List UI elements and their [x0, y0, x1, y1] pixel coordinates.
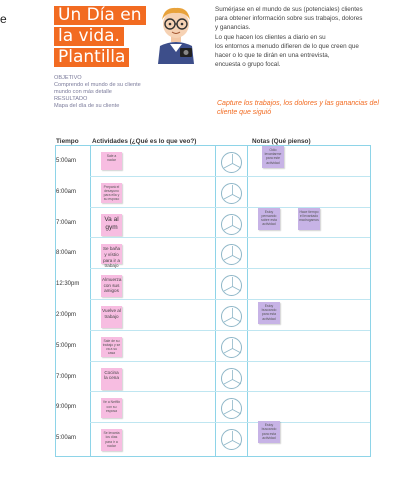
activity-sticky-note[interactable]: Almuerza con sus amigos — [101, 275, 122, 297]
meta-block — [54, 75, 141, 110]
mood-dial-icon[interactable] — [221, 429, 242, 450]
mood-dial-icon[interactable] — [221, 183, 242, 204]
title-line-1: Un Día en — [54, 6, 146, 25]
time-label: 2:00pm — [56, 312, 77, 318]
row-divider — [90, 176, 370, 177]
activity-sticky-note[interactable]: Vuelve al trabajo — [101, 306, 122, 328]
activity-sticky-note[interactable]: Ve a Netflix con su esposa — [101, 398, 122, 418]
mood-dial-icon[interactable] — [221, 337, 242, 358]
column-header-activities: Actividades (¿Qué es lo que veo?) — [92, 138, 197, 145]
row-divider — [90, 391, 370, 392]
row-divider — [90, 268, 370, 269]
mood-dial-icon[interactable] — [221, 214, 242, 235]
capture-instruction: Capture los trabajos, los dolores y las ganancias del cliente que siguió — [217, 100, 379, 116]
time-label: 8:00am — [56, 250, 77, 257]
mood-dial-icon[interactable] — [221, 398, 242, 419]
activity-sticky-note[interactable]: Prepará el desayuno para ella y su esposo — [101, 183, 122, 203]
row-divider — [90, 330, 370, 331]
grid-divider — [90, 145, 91, 457]
time-label: 7:00am — [56, 219, 77, 226]
title-line-3: Plantilla — [54, 48, 129, 67]
page-title — [54, 6, 150, 69]
title-line-2: la vida. — [54, 27, 124, 46]
researcher-avatar-icon — [150, 4, 202, 64]
time-label: 7:00pm — [56, 373, 77, 380]
time-label: 9:00pm — [56, 404, 77, 411]
intro-line: Lo que hacen los clientes a diario en su — [215, 33, 326, 41]
intro-text — [215, 6, 380, 70]
activity-sticky-note[interactable]: Cocina la cena — [101, 368, 122, 390]
mood-dial-icon[interactable] — [221, 275, 242, 296]
resultado-value: Mapa del día de su cliente — [54, 103, 120, 109]
thought-sticky-note[interactable]: Estoy pensando sobre esta actividad — [258, 208, 280, 230]
activity-sticky-note[interactable]: Se levanta los días para ir a nadar — [101, 429, 122, 451]
time-label: 12:30pm — [56, 281, 80, 288]
thought-sticky-note[interactable]: Estoy buscando para esta actividad — [258, 302, 280, 324]
column-header-notes: Notas (Qué pienso) — [252, 138, 311, 145]
column-header-time: Tiempo — [56, 138, 79, 145]
time-label: 5:00pm — [56, 342, 77, 349]
mood-dial-icon[interactable] — [221, 368, 242, 389]
time-label: 5:00am — [56, 435, 77, 442]
objetivo-label: OBJETIVO — [54, 75, 82, 81]
row-divider — [90, 207, 370, 208]
intro-line: para obtener información sobre sus trabajos, dolores — [215, 15, 363, 23]
edge-tab-label[interactable]: e — [0, 12, 7, 26]
activity-sticky-note[interactable]: Se baña y vístio para ir a trabajo — [102, 246, 121, 269]
mood-dial-icon[interactable] — [221, 306, 242, 327]
thought-sticky-note[interactable]: Odio levantarme para este actividad — [262, 146, 284, 168]
intro-line: encuesta o grupo focal. — [215, 61, 281, 69]
resultado-label: RESULTADO — [54, 96, 88, 102]
mood-dial-icon[interactable] — [221, 244, 242, 265]
thought-sticky-note[interactable]: Estoy buscando para esta actividad — [258, 421, 280, 443]
activity-sticky-note[interactable]: Sale de su trabajo y se va a su casa — [102, 338, 121, 356]
intro-line: y ganancias. — [215, 24, 251, 32]
row-divider — [90, 361, 370, 362]
grid-divider — [247, 145, 248, 457]
intro-line: Sumérjase en el mundo de sus (potenciales) clientes — [215, 6, 363, 13]
objetivo-value-line2: mundo con más detalle — [54, 89, 112, 95]
thought-sticky-note[interactable]: Hace tiempo el levantado madrugamos — [298, 208, 320, 230]
time-label: 5:00am — [56, 158, 77, 164]
intro-line: hacer o lo que te dirán en una entrevista, — [215, 52, 330, 60]
mood-dial-icon[interactable] — [221, 152, 242, 173]
objetivo-value-line1: Comprendo el mundo de su cliente — [54, 82, 141, 88]
row-divider — [90, 299, 370, 300]
grid-divider — [215, 145, 216, 457]
row-divider — [90, 237, 370, 238]
intro-line: los entornos a menudo difieren de lo que creen que — [215, 42, 359, 50]
activity-sticky-note[interactable]: Sale a nadar — [101, 152, 122, 170]
activity-sticky-note[interactable]: Va al gym — [101, 214, 122, 236]
time-label: 6:00am — [56, 188, 77, 195]
row-divider — [90, 422, 370, 423]
